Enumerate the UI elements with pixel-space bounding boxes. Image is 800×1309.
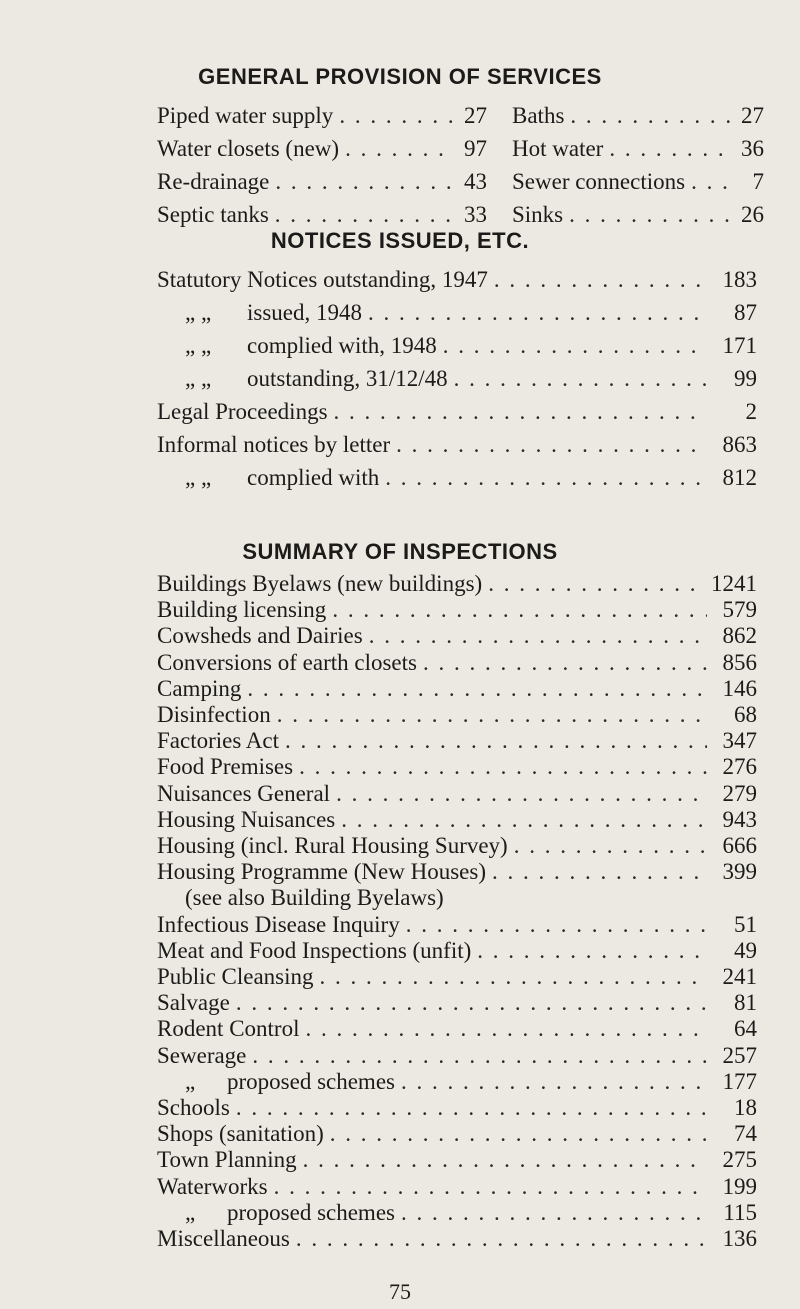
inspection-row: Waterworks . . . 199	[157, 1174, 757, 1200]
inspection-row: Food Premises . . . 276	[157, 754, 757, 780]
inspection-row: Schools . . . 18	[157, 1095, 757, 1121]
service-septic-tanks: Septic tanks . . . 33	[157, 202, 487, 228]
ditto-mark: „	[185, 1199, 196, 1225]
inspection-row: „ proposed schemes . . . 177	[157, 1069, 757, 1095]
inspection-row: Buildings Byelaws (new buildings) . . . 1241	[157, 571, 757, 597]
inspection-row: Miscellaneous . . . 136	[157, 1226, 757, 1252]
inspection-row: Sewerage . . . 257	[157, 1043, 757, 1069]
inspection-row: Disinfection . . . 68	[157, 702, 757, 728]
inspection-row: Town Planning . . . 275	[157, 1147, 757, 1173]
page-number: 75	[389, 1279, 411, 1304]
notice-row: „ „ complied with . . . 812	[157, 464, 757, 492]
service-sinks: Sinks . . . 26	[512, 202, 764, 228]
general-provision-title: GENERAL PROVISION OF SERVICES	[198, 64, 602, 89]
service-baths: Baths . . . 27	[512, 103, 764, 129]
inspection-row: Meat and Food Inspections (unfit) . . . 49	[157, 938, 757, 964]
notice-row: „ „ issued, 1948 . . . 87	[157, 299, 757, 327]
inspection-row: Salvage . . . 81	[157, 990, 757, 1016]
service-re-drainage: Re-drainage . . . 43	[157, 169, 487, 195]
inspection-row: Rodent Control . . . 64	[157, 1016, 757, 1042]
service-hot-water: Hot water . . . 36	[512, 136, 764, 162]
notice-row: „ „ complied with, 1948 . . . 171	[157, 332, 757, 360]
ditto-mark: „ „	[185, 465, 212, 490]
inspection-row: Housing (incl. Rural Housing Survey) . . . 666	[157, 833, 757, 859]
ditto-mark: „ „	[185, 300, 212, 325]
inspection-row: Infectious Disease Inquiry . . . 51	[157, 912, 757, 938]
service-piped-water: Piped water supply . . . 27	[157, 103, 487, 129]
inspection-row: Public Cleansing . . . 241	[157, 964, 757, 990]
service-water-closets: Water closets (new) . . . 97	[157, 136, 487, 162]
ditto-mark: „	[185, 1068, 196, 1094]
notice-row: „ „ outstanding, 31/12/48 . . . 99	[157, 365, 757, 393]
notices-title: NOTICES ISSUED, ETC.	[270, 228, 530, 253]
inspection-row: Housing Programme (New Houses) . . . 399	[157, 859, 757, 885]
inspection-row: Cowsheds and Dairies . . . 862	[157, 623, 757, 649]
inspections-title: SUMMARY OF INSPECTIONS	[242, 539, 558, 564]
service-sewer-connections: Sewer connections . . . 7	[512, 169, 764, 195]
housing-note: (see also Building Byelaws)	[185, 885, 444, 911]
inspection-row: Nuisances General . . . 279	[157, 781, 757, 807]
inspection-row: Factories Act . . . 347	[157, 728, 757, 754]
notice-row: Statutory Notices outstanding, 1947 . . . 183	[157, 266, 757, 294]
notice-row: Legal Proceedings . . . 2	[157, 398, 757, 426]
ditto-mark: „ „	[185, 366, 212, 391]
ditto-mark: „ „	[185, 333, 212, 358]
inspection-row: Building licensing . . . 579	[157, 597, 757, 623]
inspection-row: Camping . . . 146	[157, 676, 757, 702]
inspection-row: Conversions of earth closets . . . 856	[157, 650, 757, 676]
notice-row: Informal notices by letter . . . 863	[157, 431, 757, 459]
inspection-row: Shops (sanitation) . . . 74	[157, 1121, 757, 1147]
inspection-row: „ proposed schemes . . . 115	[157, 1200, 757, 1226]
inspection-row: Housing Nuisances . . . 943	[157, 807, 757, 833]
